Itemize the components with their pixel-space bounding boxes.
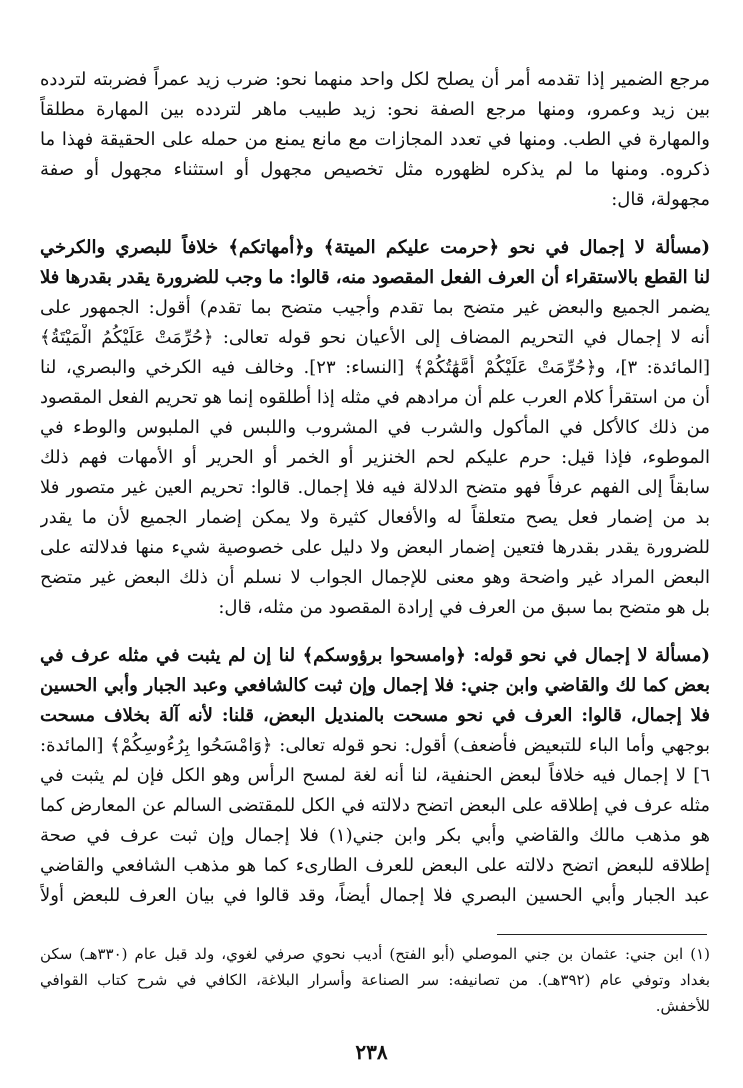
text-line: هو مذهب مالك والقاضي وأبي بكر وابن جني(١) فلا إجمال وإن ثبت عرف في صحة [40,825,710,846]
text-line: للضرورة يقدر بقدرها فتعين إضمار البعض ولا دليل على خصوصية شيء منها فدلالته على [40,537,710,558]
footnote-divider [497,934,707,935]
text-line: أن من استقرأ كلام العرب علم أن مرادهم في مثله إذا أطلقوه إنما هو تحريم الفعل المقصود [40,388,710,408]
text-line-bold: لنا القطع بالاستقراء أن العرف الفعل المقصود منه، قالوا: ما وجب للضرورة يقدر بقدرها فلا [40,267,710,288]
text-line: بل هو متضح بما سبق من العرف في إرادة المقصود من مثله، قال: [218,597,710,618]
text-line: بين زيد وعمرو، ومنها مرجع الصفة نحو: زيد طبيب ماهر لتردده بين المهارة مطلقاً [40,99,710,120]
text-line: الموطوء، فإذا قيل: حرم عليكم لحم الخنزير أو الخمر أو الحرير أو الأمهات فهم ذلك [40,447,710,468]
footnote-line: (١) ابن جني: عثمان بن جني الموصلي (أبو الفتح) أديب نحوي صرفي لغوي، ولد قبل عام (٣٣٠هـ) سكن [40,945,710,963]
text-line: [المائدة: ٣]، و﴿حُرِّمَتْ عَلَيْكُمْ أُمَّهَٰتُكُمْ﴾ [النساء: ٢٣]. وخالف فيه الكرخي والبصري، لنا [40,357,710,378]
text-line: أنه لا إجمال في التحريم المضاف إلى الأعيان نحو قوله تعالى: ﴿حُرِّمَتْ عَلَيْكُمُ الْمَيْتَةُ﴾ [40,327,710,348]
text-line: عبد الجبار وأبي الحسين البصري فلا إجمال أيضاً، وقد قالوا في بيان العرف للبعض أولاً [40,885,710,906]
text-line: مثله عرف في إطلاقه على البعض اتضح دلالته في الكل للمقتضى السالم عن المعارض كما [40,795,710,816]
text-line: مجهولة، قال: [611,189,710,210]
text-line: بوجهي وأما الباء للتبعيض فأضعف) أقول: نحو قوله تعالى: ﴿وَامْسَحُوا بِرُءُوسِكُمْ﴾ [المائدة: [40,735,710,756]
text-line: ٦] لا إجمال فيه خلافاً لبعض الحنفية، لنا أنه لغة لمسح الرأس وهو الكل فإن لم يثبت في [40,765,710,786]
text-line: إطلاقه للبعض اتضح دلالته على البعض للعرف الطارىء كما هو مذهب الشافعي والقاضي [40,855,710,876]
footnote-line: للأخفش. [655,997,710,1015]
text-line: بد من إضمار فعل يصح متعلقاً له والأفعال كثيرة ولا يمكن إضمار الجميع لأن ما يقدر [40,507,710,528]
text-line-bold: (مسألة لا إجمال في نحو ﴿حرمت عليكم الميتة﴾ و﴿أمهاتكم﴾ خلافاً للبصري والكرخي [40,237,710,258]
text-line-bold: فلا إجمال، قالوا: العرف في نحو مسحت بالمنديل البعض، قلنا: لأنه آلة بخلاف مسحت [40,705,710,726]
footnote-line: بغداد وتوفي عام (٣٩٢هـ). من تصانيفه: سر الصناعة وأسرار البلاغة، الكافي في شرح كتاب القوافي [40,971,710,989]
text-line: مرجع الضمير إذا تقدمه أمر أن يصلح لكل واحد منهما نحو: ضرب زيد عمراً فضربته لتردده [40,69,710,90]
text-line: البعض المراد غير واضحة وهو معنى للإجمال الجواب لا نسلم أن ذلك البعض غير متضح [40,567,710,588]
text-line: من ذلك كالأكل في المأكول والشرب في المشروب واللبس في الملبوس والوطء في [40,417,710,438]
text-line-bold: بعض كما لك والقاضي وابن جني: فلا إجمال وإن ثبت كالشافعي وعبد الجبار وأبي الحسين [40,675,710,696]
text-line: ذكروه. ومنها ما لم يذكره لظهوره مثل تخصيص مجهول أو استثناء مجهول أو صفة [40,159,710,180]
page-number: ٢٣٨ [355,1040,388,1064]
text-line: سابقاً إلى الفهم عرفاً فهو متضح الدلالة فيه فلا إجمال. قالوا: تحريم العين غير متصور فلا [40,477,710,498]
text-line-bold: (مسألة لا إجمال في نحو قوله: ﴿وامسحوا برؤوسكم﴾ لنا إن لم يثبت في مثله عرف في [40,645,710,666]
text-line: والمهارة في الطب. ومنها في تعدد المجازات مع مانع يمنع من حمله على الحقيقة فهذا ما [40,129,710,150]
text-line: يضمر الجميع والبعض غير متضح بما تقدم وأجيب متضح بما تقدم) أقول: الجمهور على [40,297,710,318]
